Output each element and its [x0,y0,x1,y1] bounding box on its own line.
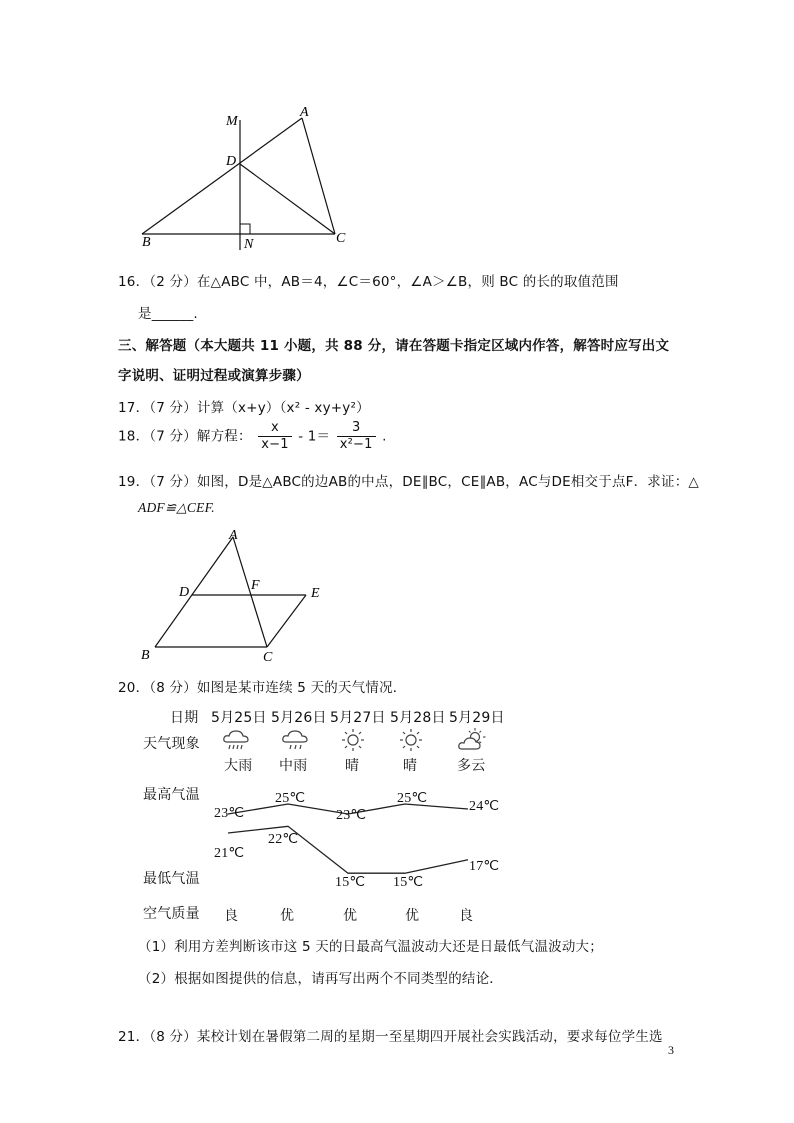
high-temp-label-3: 23℃ [336,808,367,823]
high-temp-label-4: 25℃ [397,791,428,806]
section-3-header-line1: 三、解答题（本大题共 11 小题，共 88 分，请在答题卡指定区域内作答，解答时应写出文 [118,338,670,354]
low-temp-label-5: 17℃ [469,859,500,874]
air-quality-4: 优 [405,908,420,924]
high-temp-label-2: 25℃ [275,791,306,806]
question-18-suffix: . [382,428,387,445]
question-16-line1: 16．（2 分）在△ABC 中，AB＝4，∠C＝60°，∠A＞∠B，则 BC 的长的取值范围 [118,274,619,290]
fraction-2 [337,420,376,453]
weather-2: 中雨 [279,758,308,774]
weather-5: 多云 [457,758,486,774]
label-M: M [226,114,238,129]
fraction-2-numerator: 3 [337,420,376,437]
question-20-sub1: （1）利用方差判断该市这 5 天的日最高气温波动大还是日最低气温波动大； [138,939,603,955]
label-E2: E [311,586,320,601]
low-temp-label-3: 15℃ [335,875,366,890]
heavy-rain-icon [222,728,250,752]
moderate-rain-icon [281,728,309,752]
question-18 [118,420,387,453]
question-20-intro: 20．（8 分）如图是某市连续 5 天的天气情况． [118,680,407,696]
high-temp-label-1: 23℃ [214,806,245,821]
question-16-line2: 是______. [138,306,198,322]
sunny-icon [398,727,424,753]
low-temp-line [228,826,468,873]
date-2: 5月26日 [271,710,327,726]
air-quality-1: 良 [224,908,239,924]
date-3: 5月27日 [330,710,386,726]
triangle-figure-1 [130,100,360,260]
row-label-high: 最高气温 [143,787,200,803]
row-label-weather: 天气现象 [143,736,200,752]
page-number: 3 [668,1043,674,1057]
label-D2: D [179,585,190,600]
date-1: 5月25日 [211,710,267,726]
question-20-sub2: （2）根据如图提供的信息，请再写出两个不同类型的结论． [138,971,503,987]
question-19-line2: ADF≌△CEF. [138,500,215,515]
row-label-air: 空气质量 [143,906,200,922]
question-19-line1: 19．（7 分）如图，D是△ABC的边AB的中点，DE∥BC，CE∥AB，AC与DE相交于点F．求证：△ [118,474,699,490]
label-D: D [226,154,237,169]
air-quality-3: 优 [343,908,358,924]
label-C2: C [263,650,273,665]
low-temp-label-4: 15℃ [393,875,424,890]
date-5: 5月29日 [449,710,505,726]
label-A2: A [229,528,238,543]
air-quality-2: 优 [280,908,295,924]
label-B: B [142,235,151,250]
question-17: 17．（7 分）计算（x+y）（x² - xy+y²） [118,400,370,416]
question-18-prefix: 18．（7 分）解方程： [118,428,252,445]
weather-4: 晴 [403,758,418,774]
row-label-low: 最低气温 [143,871,200,887]
fraction-2-denominator: x²−1 [339,437,373,452]
fraction-1-denominator: x−1 [261,437,289,452]
date-4: 5月28日 [390,710,446,726]
weather-1: 大雨 [224,758,253,774]
label-C: C [336,231,346,246]
weather-3: 晴 [345,758,360,774]
section-3-header-line2: 字说明、证明过程或演算步骤） [118,368,310,384]
fraction-1 [258,420,291,453]
low-temp-label-2: 22℃ [268,832,299,847]
row-label-date: 日期 [170,710,199,726]
label-F2: F [251,578,260,593]
label-B2: B [141,648,150,663]
low-temp-label-1: 21℃ [214,846,245,861]
triangle-figure-2 [135,525,335,665]
fraction-1-numerator: x [258,420,291,437]
air-quality-5: 良 [459,908,474,924]
high-temp-label-5: 24℃ [469,799,500,814]
label-N: N [244,237,254,252]
sunny-icon [340,727,366,753]
label-A: A [300,105,309,120]
question-18-middle: - 1＝ [298,428,331,445]
partly-cloudy-icon [457,727,487,753]
question-21: 21．（8 分）某校计划在暑假第二周的星期一至星期四开展社会实践活动，要求每位学生选 [118,1029,663,1045]
high-temp-line [228,804,468,814]
